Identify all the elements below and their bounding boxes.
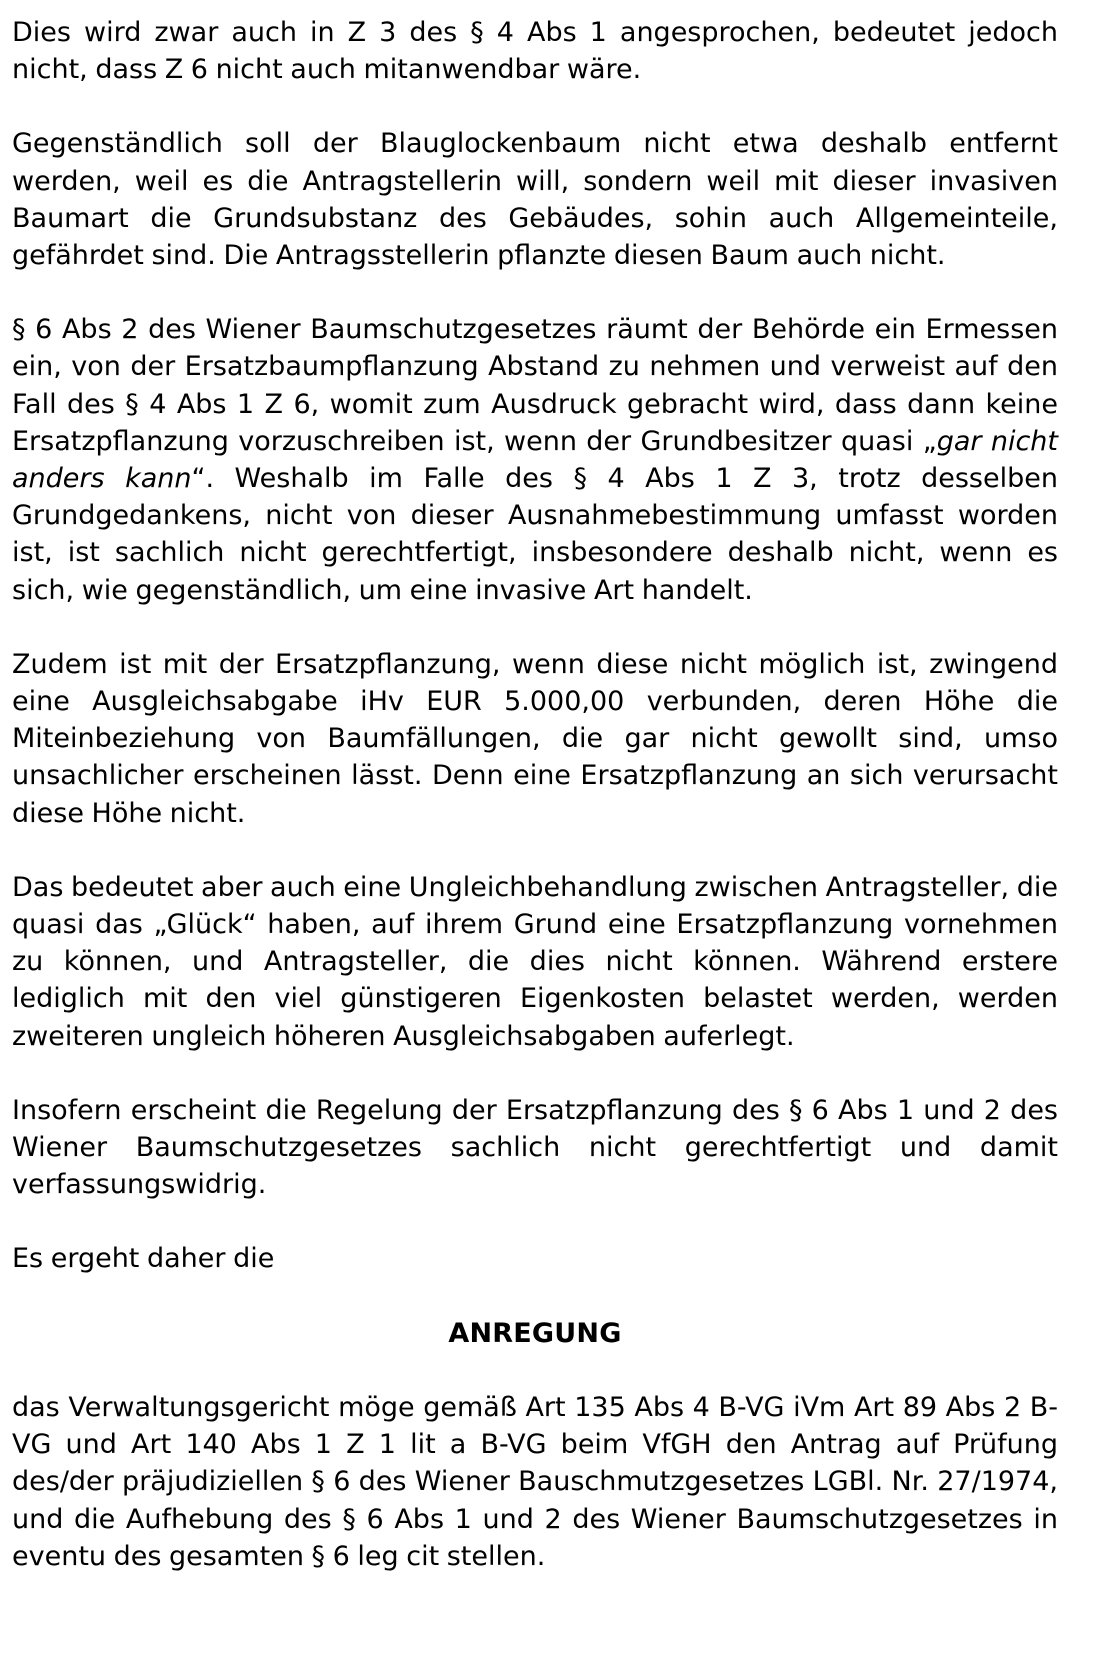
paragraph-ermessen — [12, 311, 1058, 609]
paragraph-ungleichbehandlung: Das bedeutet aber auch eine Ungleichbehandlung zwischen Antragsteller, die quasi das „Glück“ haben, auf ihrem Grund eine Ersatzpflanzung vornehmen zu können, und Antragsteller, die dies nicht können. Während erstere lediglich mit den viel günstigeren Eigenkosten belastet werden, werden zweiteren ungleich höheren Ausgleichsabgaben auferlegt. — [12, 871, 1058, 1052]
paragraph-antrag: das Verwaltungsgericht möge gemäß Art 135 Abs 4 B-VG iVm Art 89 Abs 2 B-VG und Art 140 Abs 1 Z 1 lit a B-VG beim VfGH den Antrag auf Prüfung des/der präjudiziellen § 6 des Wiener Bauschmutzgesetzes LGBl. Nr. 27/1974, und die Aufhebung des § 6 Abs 1 und 2 des Wiener Baumschutzgesetzes in eventu des gesamten § 6 leg cit stellen. — [12, 1391, 1058, 1572]
paragraph-es-ergeht: Es ergeht daher die — [12, 1243, 275, 1275]
paragraph-blauglockenbaum: Gegenständlich soll der Blauglockenbaum nicht etwa deshalb entfernt werden, weil es die Antragstellerin will, sondern weil mit dieser invasiven Baumart die Grundsubstanz des Gebäudes, sohin auch Allgemeinteile, gefährdet sind. Die Antragsstellerin pflanzte diesen Baum auch nicht. — [12, 128, 1058, 272]
paragraph-ausgleichsabgabe: Zudem ist mit der Ersatzpflanzung, wenn diese nicht möglich ist, zwingend eine Ausgleichsabgabe iHv EUR 5.000,00 verbunden, deren Höhe die Miteinbeziehung von Baumfällungen, die gar nicht gewollt sind, umso unsachlicher erscheinen lässt. Denn eine Ersatzpflanzung an sich verursacht diese Höhe nicht. — [12, 648, 1058, 829]
paragraph-z6-applicability: Dies wird zwar auch in Z 3 des § 4 Abs 1 angesprochen, bedeutet jedoch nicht, dass Z 6 nicht auch mitanwendbar wäre. — [12, 17, 1058, 86]
section-heading-anregung: ANREGUNG — [448, 1317, 622, 1349]
paragraph-ermessen-italic-quote: gar nicht anders kann — [12, 425, 1058, 495]
paragraph-ermessen-text-end: “. Weshalb im Falle des § 4 Abs 1 Z 3, trotz desselben Grundgedankens, nicht von dieser Ausnahmebestimmung umfasst worden ist, ist sachlich nicht gerechtfertigt, insbesondere deshalb nicht, wenn es sich, wie gegenständlich, um eine invasive Art handelt. — [12, 463, 1058, 606]
paragraph-ermessen-text-start: § 6 Abs 2 des Wiener Baumschutzgesetzes räumt der Behörde ein Ermessen ein, von der Ersatzbaumpflanzung Abstand zu nehmen und verweist auf den Fall des § 4 Abs 1 Z 6, womit zum Ausdruck gebracht wird, dass dann keine Ersatzpflanzung vorzuschreiben ist, wenn der Grundbesitzer quasi „ — [12, 314, 1058, 457]
paragraph-verfassungswidrig: Insofern erscheint die Regelung der Ersatzpflanzung des § 6 Abs 1 und 2 des Wiener Baumschutzgesetzes sachlich nicht gerechtfertigt und damit verfassungswidrig. — [12, 1094, 1058, 1201]
